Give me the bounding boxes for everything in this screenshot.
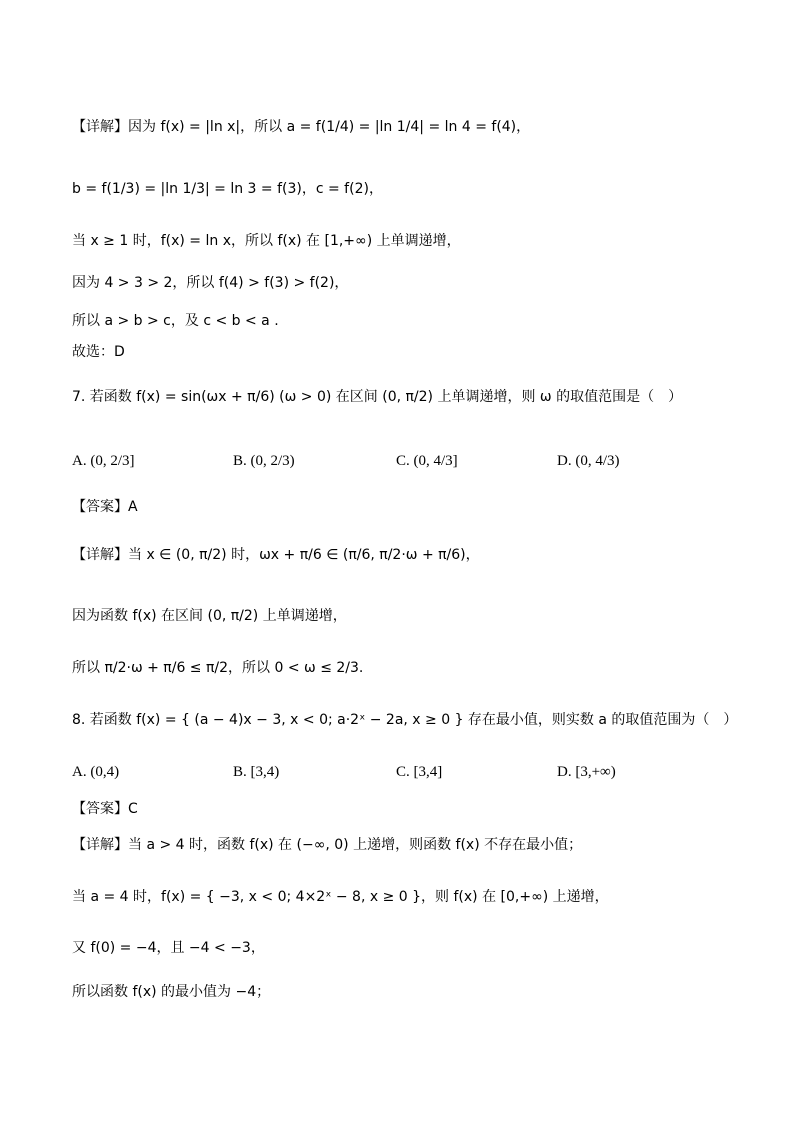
q8-option-d: D. [3,+∞) (557, 764, 616, 780)
q8-answer-label: 【答案】C (72, 801, 138, 817)
q8-option-b: B. [3,4) (233, 764, 280, 780)
solution-q6-detail-line5: 所以 a > b > c，及 c < b < a . (72, 313, 279, 329)
q8-detail-line4: 所以函数 f(x) 的最小值为 −4； (72, 984, 271, 1000)
q8-option-a: A. (0,4) (72, 764, 120, 780)
q7-detail-line2: 因为函数 f(x) 在区间 (0, π/2) 上单调递增， (72, 608, 347, 624)
solution-q6-detail-line1: 【详解】因为 f(x) = |ln x|，所以 a = f(1/4) = |ln 1/4| = ln 4 = f(4)， (72, 119, 531, 135)
q7-detail-line3: 所以 π/2·ω + π/6 ≤ π/2，所以 0 < ω ≤ 2/3. (72, 660, 364, 676)
q8-option-c: C. [3,4] (396, 764, 443, 780)
q8-detail-line1: 【详解】当 a > 4 时，函数 f(x) 在 (−∞, 0) 上递增，则函数 f(x) 不存在最小值； (72, 837, 583, 853)
q7-option-c: C. (0, 4/3] (396, 453, 458, 469)
solution-q6-answer-choice: 故选：D (72, 344, 125, 360)
q8-detail-line3: 又 f(0) = −4，且 −4 < −3， (72, 940, 265, 956)
q7-option-a: A. (0, 2/3] (72, 453, 135, 469)
q7-detail-line1: 【详解】当 x ∈ (0, π/2) 时，ωx + π/6 ∈ (π/6, π/2·ω + π/6)， (72, 547, 480, 563)
q7-option-b: B. (0, 2/3) (233, 453, 295, 469)
q7-answer-label: 【答案】A (72, 499, 138, 515)
solution-q6-detail-line4: 因为 4 > 3 > 2，所以 f(4) > f(3) > f(2)， (72, 275, 349, 291)
question-7-stem: 7. 若函数 f(x) = sin(ωx + π/6) (ω > 0) 在区间 (0, π/2) 上单调递增，则 ω 的取值范围是（ ） (72, 389, 683, 405)
q7-option-d: D. (0, 4/3) (557, 453, 620, 469)
solution-q6-detail-line3: 当 x ≥ 1 时，f(x) = ln x，所以 f(x) 在 [1,+∞) 上单调递增， (72, 233, 461, 249)
solution-q6-detail-line2: b = f(1/3) = |ln 1/3| = ln 3 = f(3)，c = f(2)， (72, 181, 383, 197)
q8-detail-line2: 当 a = 4 时，f(x) = { −3, x < 0; 4×2ˣ − 8, x ≥ 0 }，则 f(x) 在 [0,+∞) 上递增， (72, 889, 609, 905)
question-8-stem: 8. 若函数 f(x) = { (a − 4)x − 3, x < 0; a·2ˣ − 2a, x ≥ 0 } 存在最小值，则实数 a 的取值范围为（ ） (72, 712, 738, 728)
